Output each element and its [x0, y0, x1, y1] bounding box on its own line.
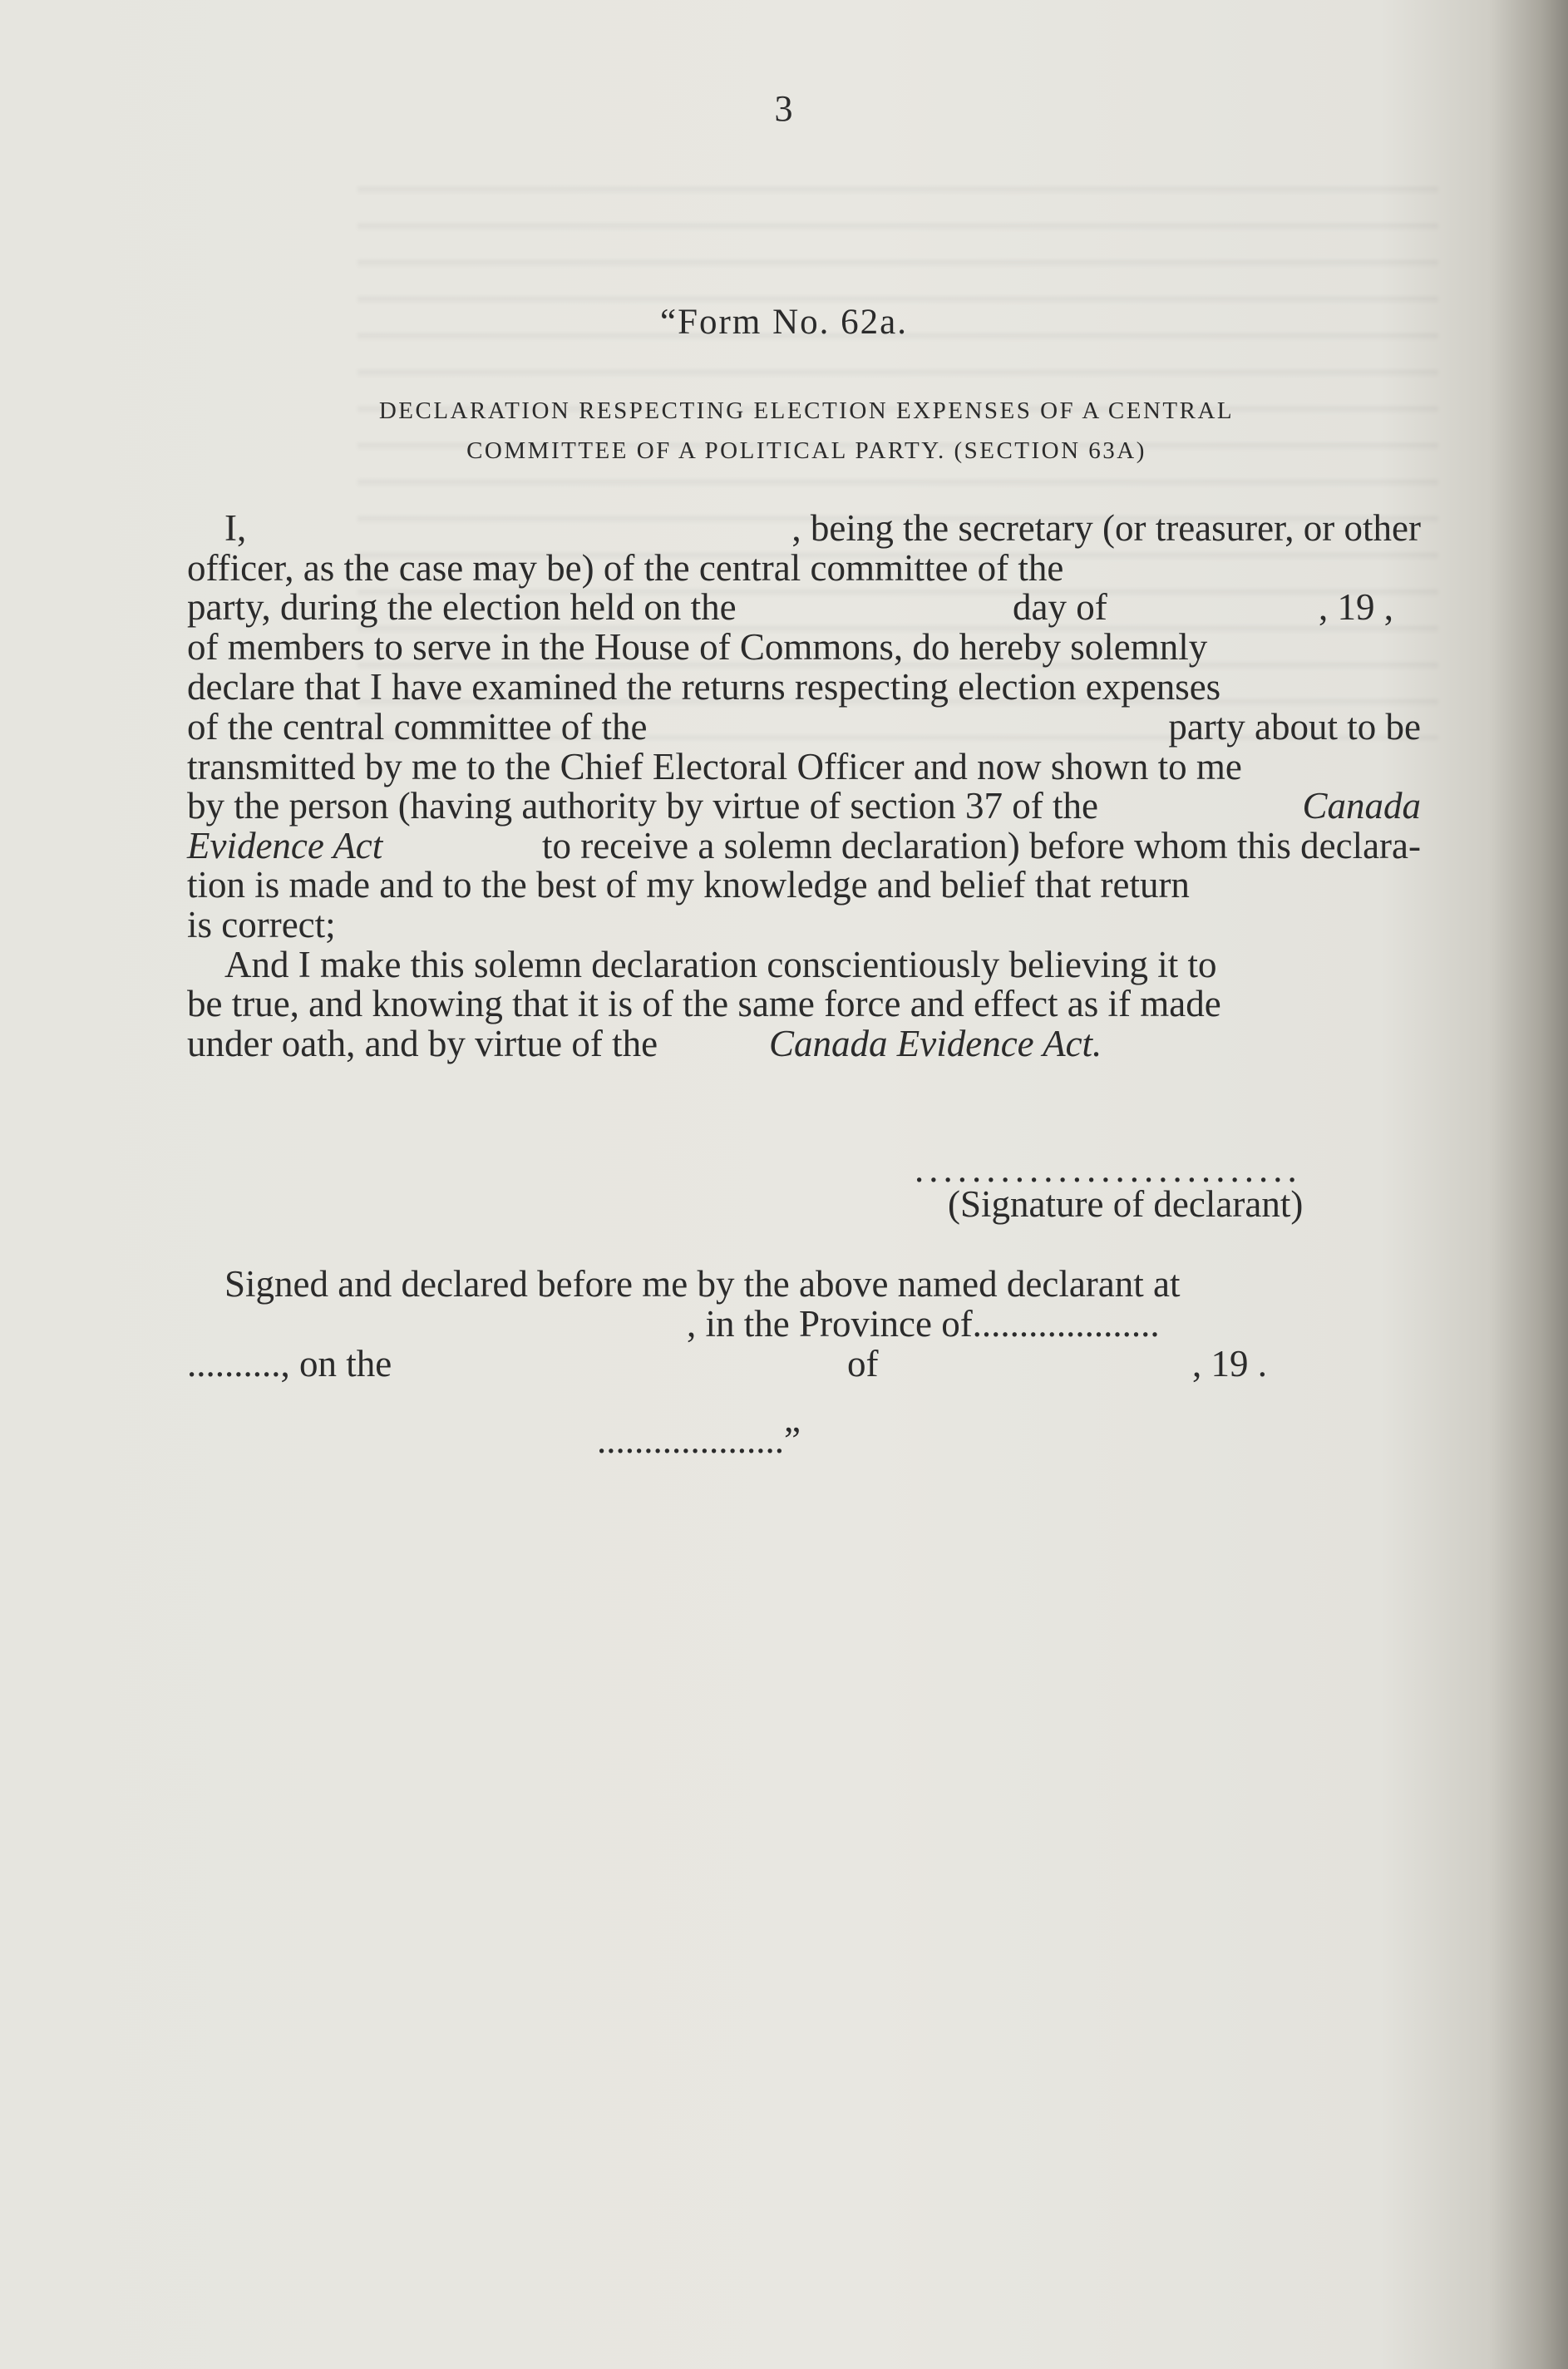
para1-line4-text: of members to serve in the House of Commons, do hereby solemnly	[187, 626, 1208, 668]
para2-line3-italic: Canada Evidence Act.	[769, 1023, 1102, 1064]
attestation-closing-dots: ....................”	[597, 1419, 801, 1461]
para1-line1-end: , being the secretary (or treasurer, or other	[791, 507, 1421, 549]
para1-line7	[187, 745, 1421, 788]
heading-line-1: DECLARATION RESPECTING ELECTION EXPENSES OF A CENTRAL	[378, 397, 1235, 424]
para1-line2: officer, as the case may be) of the central committee of the	[187, 547, 1064, 589]
para1-line3-day-of: day of	[1013, 586, 1107, 628]
attestation-line3-year: , 19 .	[1192, 1343, 1267, 1384]
para1-line6-end: party about to be	[1168, 706, 1421, 748]
para1-line3-start: party, during the election held on the	[187, 586, 737, 628]
para1-line11: is correct;	[187, 904, 336, 945]
para1-line10-text: tion is made and to the best of my knowledge and belief that return	[187, 864, 1190, 906]
para1-line8-italic: Canada	[1302, 785, 1421, 827]
attestation-line1: Signed and declared before me by the above named declarant at	[224, 1263, 1181, 1305]
para1-line9-end: to receive a solemn declaration) before whom this declara-	[541, 825, 1421, 866]
attestation-line2: , in the Province of....................	[687, 1303, 1160, 1345]
attestation-line3-of: of	[847, 1343, 879, 1384]
para1-line7-text: transmitted by me to the Chief Electoral Officer and now shown to me	[187, 746, 1242, 787]
para1-line5-text: declare that I have examined the returns respecting election expenses	[187, 666, 1221, 708]
para1-line6-start: of the central committee of the	[187, 706, 648, 748]
form-title: “Form No. 62a.	[660, 303, 908, 342]
signature-caption: (Signature of declarant)	[948, 1183, 1304, 1225]
para1-line1-start: I,	[224, 507, 247, 549]
attestation-line3-start: .........., on the	[187, 1343, 392, 1384]
para1-line9-italic: Evidence Act	[187, 825, 383, 866]
declaration-heading	[208, 391, 1405, 471]
para1-line10	[187, 863, 1421, 906]
para2-line1: And I make this solemn declaration conscientiously believing it to	[224, 944, 1217, 985]
para2-line3-start: under oath, and by virtue of the	[187, 1023, 658, 1064]
para1-line4	[187, 625, 1421, 669]
page-number: 3	[774, 88, 794, 129]
signature-dotted-line: ...........................	[915, 1148, 1302, 1190]
heading-line-2: COMMITTEE OF A POLITICAL PARTY. (SECTION 63A)	[466, 437, 1146, 464]
para1-line3-year: , 19 ,	[1319, 586, 1393, 628]
para1-line5	[187, 665, 1421, 708]
para2-line2: be true, and knowing that it is of the same force and effect as if made	[187, 983, 1221, 1024]
para1-line8-start: by the person (having authority by virtue of section 37 of the	[187, 785, 1098, 827]
